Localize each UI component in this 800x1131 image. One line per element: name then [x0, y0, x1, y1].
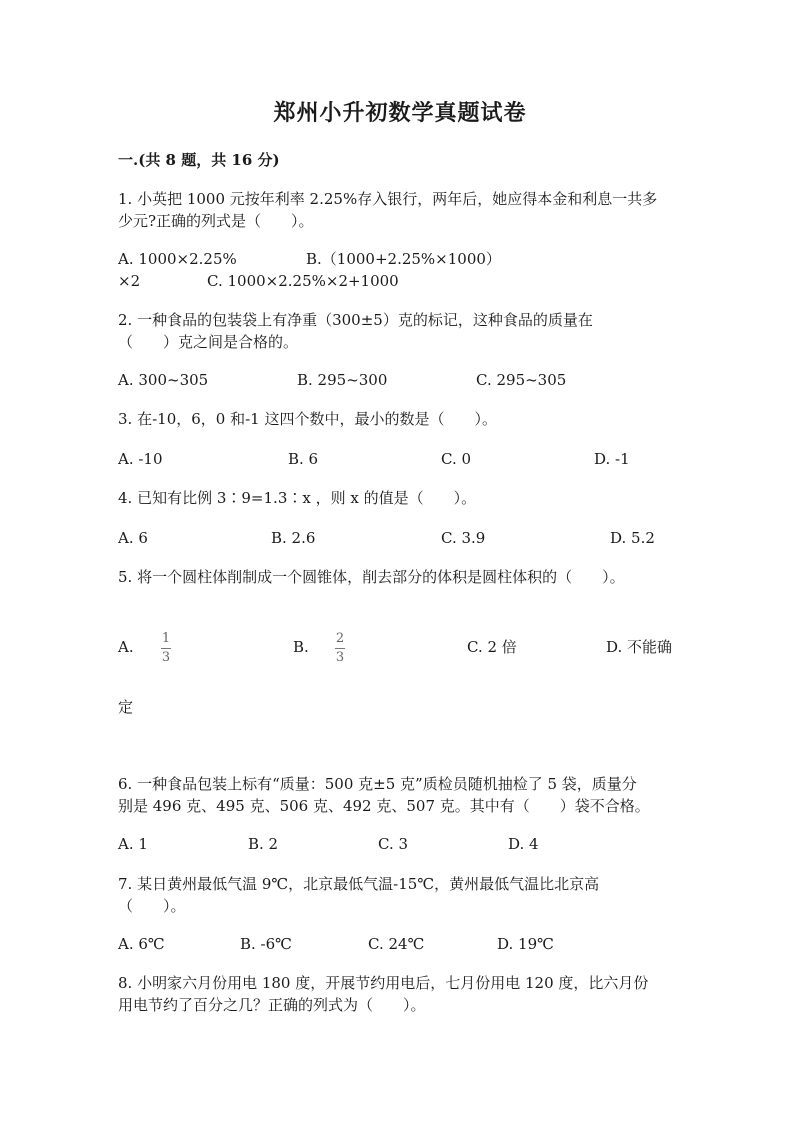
question-7-option-c: C. 24℃	[368, 935, 425, 953]
question-8-line-2: 用电节约了百分之几？正确的列式为（ ）。	[118, 996, 426, 1014]
question-1-option-b-cont: ×2	[118, 272, 141, 290]
fraction-b-numerator: 2	[335, 631, 345, 646]
question-5-option-d: D. 不能确	[606, 638, 673, 656]
question-1-line-1: 1. 小英把 1000 元按年利率 2.25%存入银行，两年后，她应得本金和利息一共多	[118, 190, 658, 208]
question-1-option-a: A. 1000×2.25%	[118, 250, 237, 268]
question-3-option-c: C. 0	[441, 450, 472, 468]
fraction-b-bar	[335, 648, 345, 649]
question-6-option-b: B. 2	[248, 835, 279, 853]
question-3-option-d: D. -1	[594, 450, 630, 468]
question-1-option-c: C. 1000×2.25%×2+1000	[207, 272, 399, 290]
question-5-option-d-cont: 定	[118, 698, 134, 716]
question-6-line-1: 6. 一种食品包装上标有“质量：500 克±5 克”质检员随机抽检了 5 袋，质量分	[118, 775, 637, 793]
question-6-option-d: D. 4	[508, 835, 539, 853]
fraction-b-denominator: 3	[335, 650, 345, 665]
fraction-a-numerator: 1	[161, 631, 171, 646]
question-5-option-a: A.	[118, 638, 134, 656]
question-5-line-1: 5. 将一个圆柱体削制成一个圆锥体，削去部分的体积是圆柱体积的（ ）。	[118, 568, 625, 586]
question-5-fraction-b	[335, 632, 345, 665]
question-4-option-b: B. 2.6	[271, 529, 316, 547]
fraction-a-denominator: 3	[161, 650, 171, 665]
question-6-line-2: 别是 496 克、495 克、506 克、492 克、507 克。其中有（ ）袋不合格。	[118, 797, 650, 815]
question-7-option-a: A. 6℃	[118, 935, 165, 953]
question-4-option-c: C. 3.9	[441, 529, 486, 547]
question-8-line-1: 8. 小明家六月份用电 180 度，开展节约用电后，七月份用电 120 度，比六月份	[118, 974, 649, 992]
question-5-fraction-a	[161, 632, 171, 665]
page-title: 郑州小升初数学真题试卷	[273, 100, 527, 126]
question-2-option-b: B. 295~300	[297, 371, 388, 389]
question-2-option-c: C. 295~305	[476, 371, 567, 389]
question-7-option-d: D. 19℃	[497, 935, 554, 953]
question-4-option-d: D. 5.2	[610, 529, 655, 547]
question-6-option-a: A. 1	[118, 835, 148, 853]
question-7-option-b: B. -6℃	[240, 935, 292, 953]
question-4-line-1: 4. 已知有比例 3∶9=1.3∶x ，则 x 的值是（ ）。	[118, 489, 477, 507]
question-3-option-a: A. -10	[118, 450, 163, 468]
question-7-line-1: 7. 某日黄州最低气温 9℃，北京最低气温-15℃，黄州最低气温比北京高	[118, 875, 600, 893]
question-2-line-1: 2. 一种食品的包装袋上有净重（300±5）克的标记，这种食品的质量在	[118, 311, 593, 329]
fraction-a-bar	[161, 648, 171, 649]
question-1-line-2: 少元?正确的列式是（ ）。	[118, 212, 314, 230]
question-2-line-2: （ ）克之间是合格的。	[118, 333, 299, 351]
question-4-option-a: A. 6	[118, 529, 148, 547]
question-7-line-2: （ ）。	[118, 897, 186, 915]
question-2-option-a: A. 300~305	[118, 371, 209, 389]
question-1-option-b: B.（1000+2.25%×1000）	[306, 250, 501, 268]
question-3-line-1: 3. 在-10，6，0 和-1 这四个数中，最小的数是（ ）。	[118, 410, 497, 428]
question-5-option-c: C. 2 倍	[467, 638, 517, 656]
question-6-option-c: C. 3	[378, 835, 409, 853]
question-5-option-b: B.	[293, 638, 309, 656]
section-heading: 一.(共 8 题，共 16 分)	[118, 151, 280, 169]
question-3-option-b: B. 6	[288, 450, 319, 468]
